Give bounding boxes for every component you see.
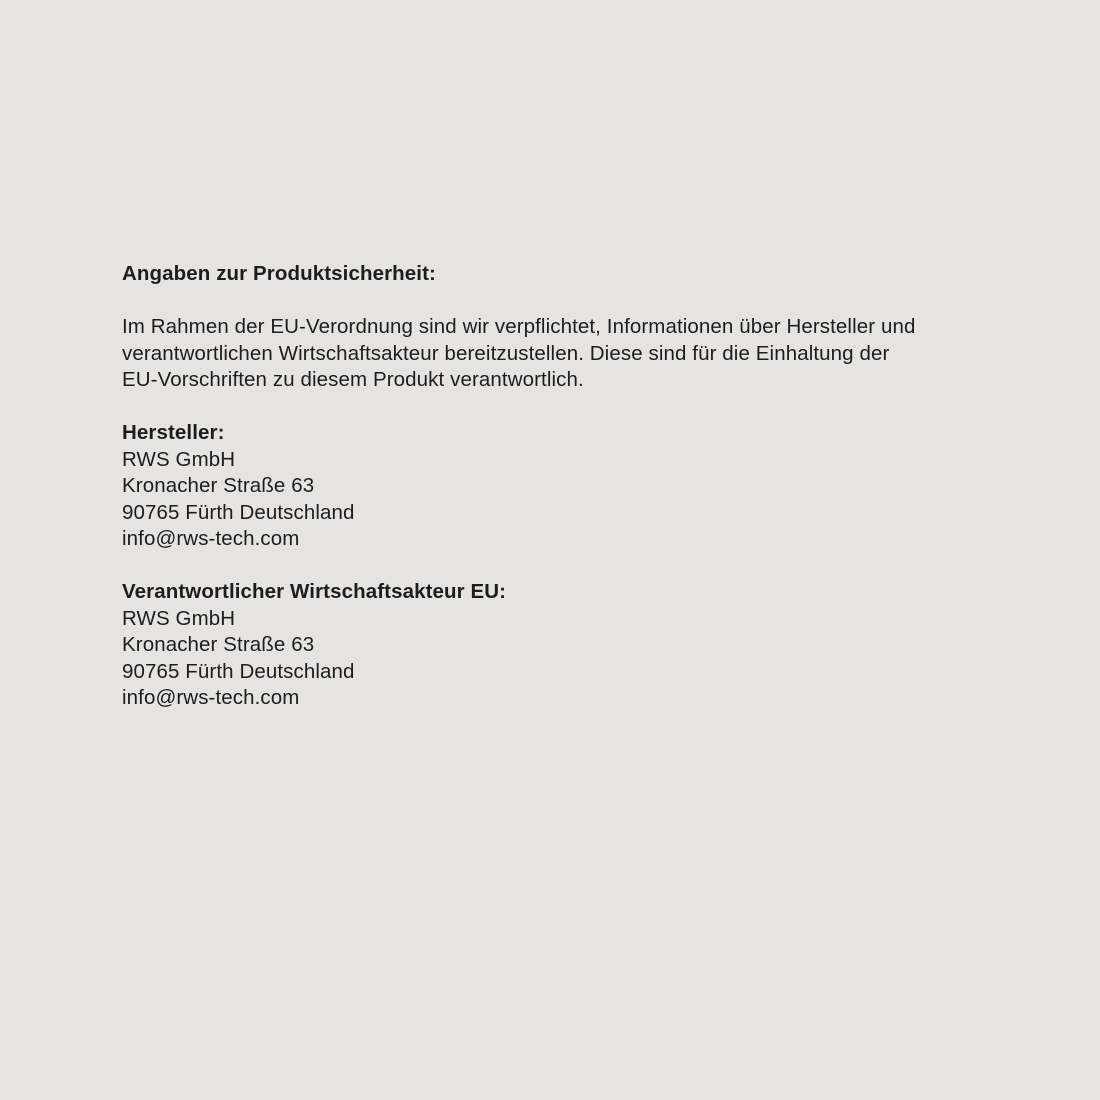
intro-line: verantwortlichen Wirtschaftsakteur bereitzustellen. Diese sind für die Einhaltung der bbox=[122, 341, 890, 365]
responsible-actor-email: info@rws-tech.com bbox=[122, 686, 300, 709]
responsible-actor-name: RWS GmbH bbox=[122, 606, 236, 630]
responsible-actor-city: 90765 Fürth Deutschland bbox=[122, 659, 355, 683]
manufacturer-city: 90765 Fürth Deutschland bbox=[122, 500, 355, 524]
responsible-actor-heading: Verantwortlicher Wirtschaftsakteur EU: bbox=[122, 580, 507, 603]
intro-line: EU-Vorschriften zu diesem Produkt verantwortlich. bbox=[122, 368, 584, 391]
manufacturer-heading: Hersteller: bbox=[122, 421, 225, 444]
manufacturer-street: Kronacher Straße 63 bbox=[122, 474, 315, 497]
section-title: Angaben zur Produktsicherheit: bbox=[122, 262, 436, 285]
product-safety-section bbox=[122, 261, 982, 738]
intro-paragraph bbox=[122, 314, 982, 394]
manufacturer-block bbox=[122, 420, 982, 553]
manufacturer-name: RWS GmbH bbox=[122, 447, 236, 471]
intro-line: Im Rahmen der EU-Verordnung sind wir verpflichtet, Informationen über Hersteller und bbox=[122, 315, 916, 338]
responsible-actor-street: Kronacher Straße 63 bbox=[122, 633, 315, 656]
responsible-actor-block bbox=[122, 579, 982, 712]
manufacturer-email: info@rws-tech.com bbox=[122, 527, 300, 550]
